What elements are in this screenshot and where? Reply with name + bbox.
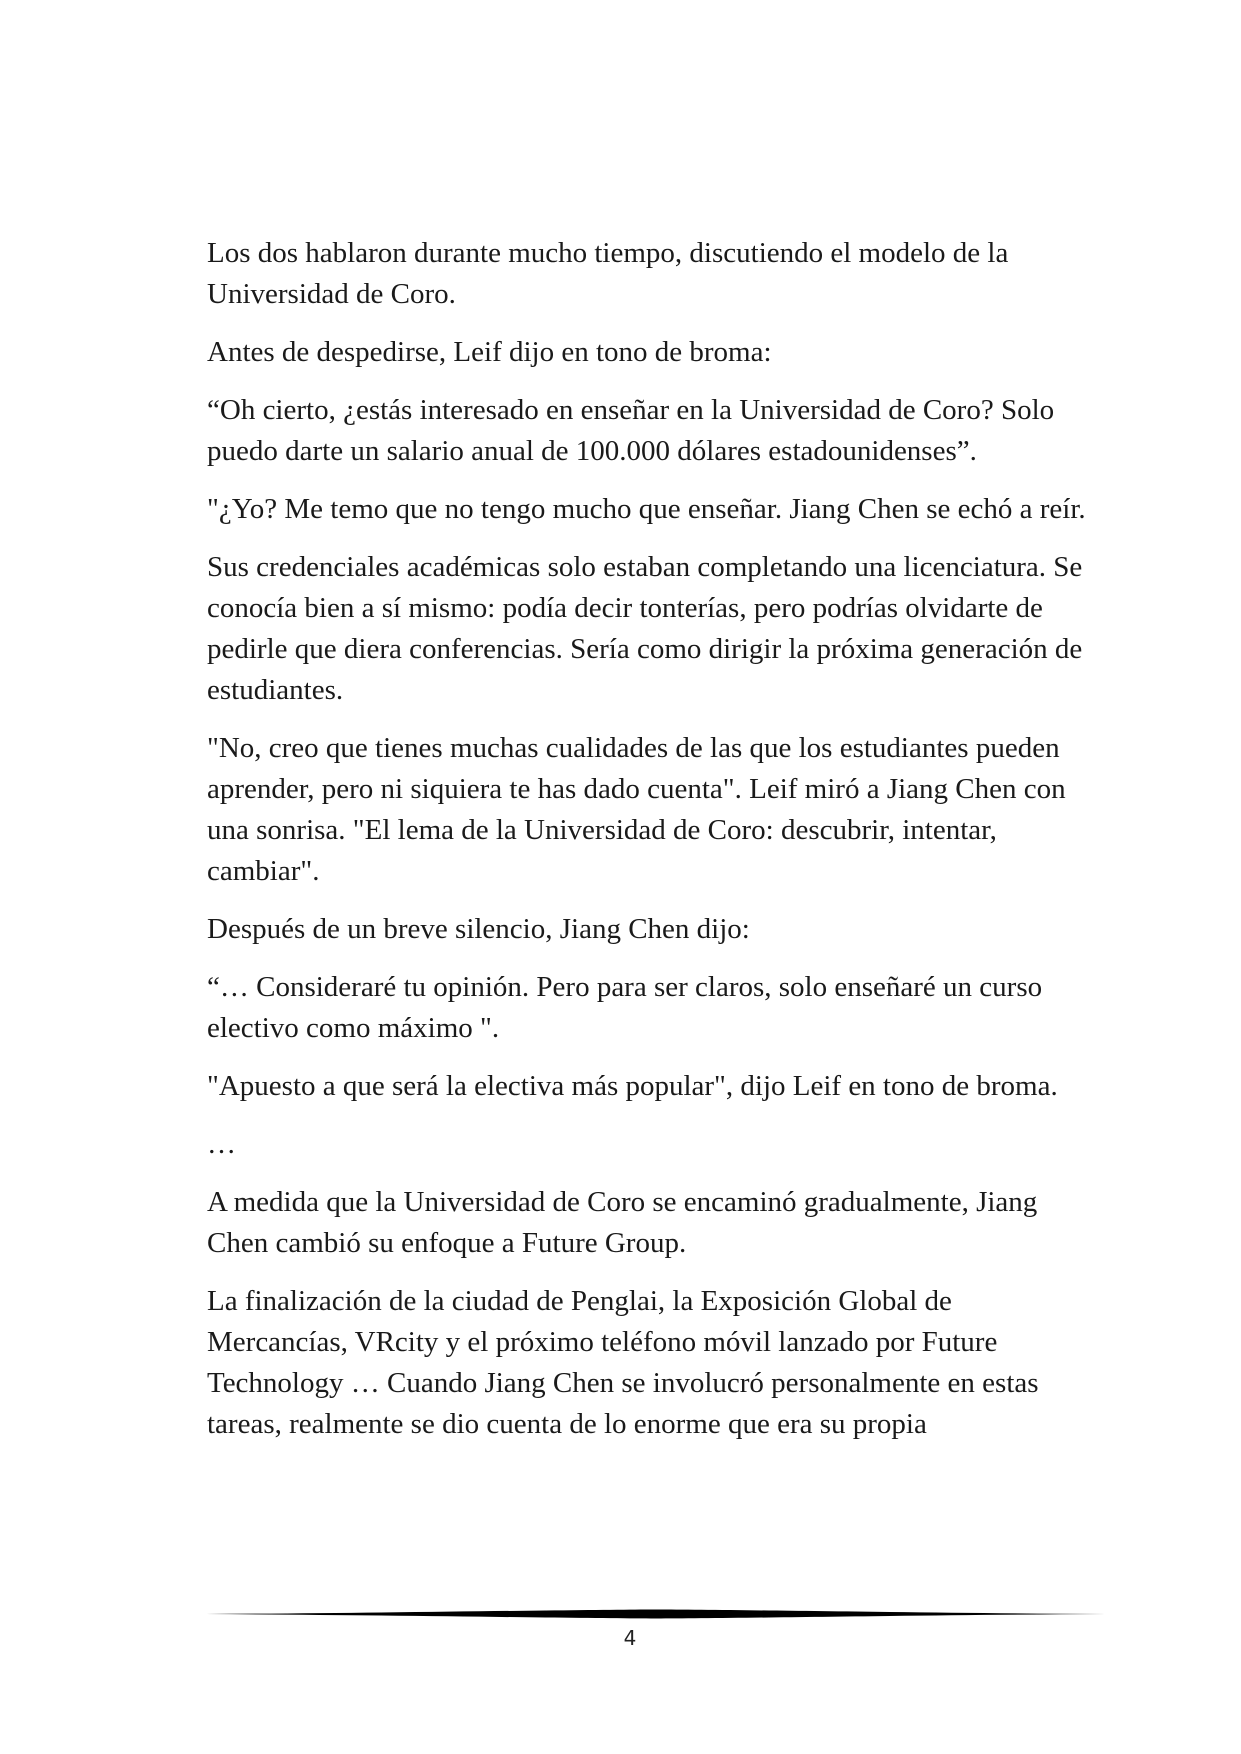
paragraph: Sus credenciales académicas solo estaban completando una licenciatura. Se conocía bien a sí mismo: podía decir tonterías, pero podrías olvidarte de pedirle que diera conferencias. Sería como dirigir la próxima generación de estudiantes. xyxy=(207,551,1083,706)
paragraph: Después de un breve silencio, Jiang Chen dijo: xyxy=(207,913,750,945)
paragraph: "¿Yo? Me temo que no tengo mucho que enseñar. Jiang Chen se echó a reír. xyxy=(207,493,1086,525)
paragraph: “… Consideraré tu opinión. Pero para ser claros, solo enseñaré un curso electivo como máximo ". xyxy=(207,971,1043,1044)
body-text xyxy=(207,233,1087,1462)
paragraph: “Oh cierto, ¿estás interesado en enseñar en la Universidad de Coro? Solo puedo darte un salario anual de 100.000 dólares estadounidenses”. xyxy=(207,394,1055,467)
paragraph: A medida que la Universidad de Coro se encaminó gradualmente, Jiang Chen cambió su enfoque a Future Group. xyxy=(207,1186,1038,1259)
paragraph: "Apuesto a que será la electiva más popular", dijo Leif en tono de broma. xyxy=(207,1070,1058,1102)
paragraph: … xyxy=(207,1128,236,1160)
paragraph: "No, creo que tienes muchas cualidades de las que los estudiantes pueden aprender, pero ni siquiera te has dado cuenta". Leif miró a Jiang Chen con una sonrisa. "El lema de la Universidad de Coro: descubrir, intentar, cambiar". xyxy=(207,732,1066,887)
paragraph: Los dos hablaron durante mucho tiempo, discutiendo el modelo de la Universidad de Coro. xyxy=(207,237,1009,310)
footer-divider xyxy=(206,1607,1106,1621)
paragraph: Antes de despedirse, Leif dijo en tono de broma: xyxy=(207,336,772,368)
page-number: 4 xyxy=(623,1626,637,1650)
paragraph: La finalización de la ciudad de Penglai, la Exposición Global de Mercancías, VRcity y el próximo teléfono móvil lanzado por Future Technology … Cuando Jiang Chen se involucró personalmente en estas tareas, realmente se dio cuenta de lo enorme que era su propia xyxy=(207,1285,1039,1440)
